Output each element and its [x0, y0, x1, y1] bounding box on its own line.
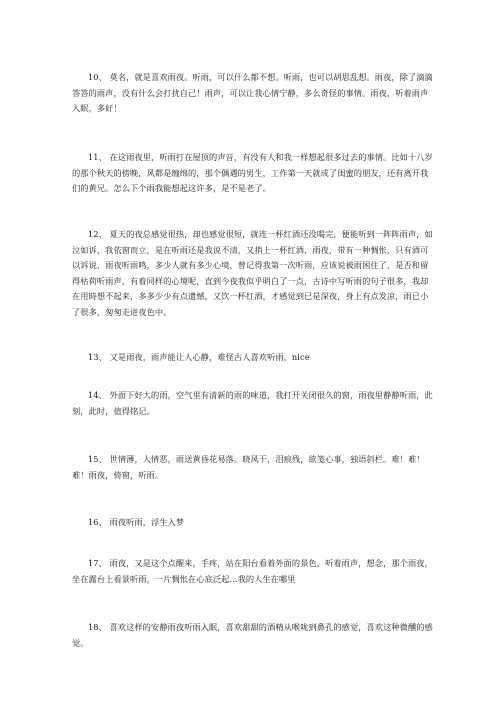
- paragraph-18: 18、 喜欢这样的安静雨夜听雨入眠，喜欢甜甜的酒精从喉咙到鼻孔的感觉，喜欢这种微醺的感觉。: [72, 622, 433, 648]
- paragraph-13: 13、 又是雨夜，雨声能让人心静，难怪古人喜欢听雨，nice: [88, 352, 310, 362]
- paragraph-16: 16、 雨夜听雨，浮生入梦: [88, 517, 185, 527]
- paragraph-17: 17、 雨夜，又是这个点醒来，手疼，站在阳台看着外面的景色，听着雨声，想念，那个雨夜，坐在露台上看景听雨，一片惆怅在心底泛起...我的人生在哪里: [72, 558, 433, 584]
- paragraph-14: 14、 外面下好大的雨，空气里有清新的雨的味道，我打开关闭很久的窗，雨夜里静静听雨，此刻，此时，值得铭记。: [72, 390, 433, 416]
- paragraph-11: 11、 在这雨夜里，听雨打在屋顶的声音，有没有人和我一样想起很多过去的事情。比如十八岁的那个秋天的傍晚，风都是缠绵的，那个偶遇的男生，工作第一天就成了闺蜜的朋友，还有离开我们的黄兄。怎么下个雨我能想起这许多，是不是老了。: [72, 152, 433, 193]
- paragraph-12: 12、 夏天的夜总感觉很热，却也感觉很短，就连一杯红酒还没喝完，便能听到一阵阵雨声，如泣如诉，我依窗而立，是在听雨还是我说不清，又捎上一杯红酒，雨夜，带有一种惆怅，只有酒可以诉说，雨夜听雨鸣，多少人就有多少心境，曾记得我第一次听雨，应该说被雨困住了，是否和留得枯荷听雨声，有着同样的心境呢，直到今夜我似乎明白了一点，古诗中写听雨的句子很多，我却在用時想不起来，多多少少有点遗憾，又饮一杯红酒，才感觉到已是深夜，身上有点发凉，雨已小了很多，匆匆走进夜色中。: [72, 229, 433, 317]
- paragraph-15: 15、 世情薄，人情恶，雨送黄昏花易落。晓风干，泪痕残，欲笺心事，独语斜栏。难！难！难！雨夜，倚窗，听雨。: [72, 454, 425, 480]
- paragraph-10: 10、 莫名，就是喜欢雨夜。听雨，可以什么都不想。听雨，也可以胡思乱想。雨夜，除了滴滴答答的雨声，没有什么会打扰自己！雨声，可以让我心情宁静，多么奇怪的事情。雨夜，听着雨声入眠，多好！: [72, 72, 433, 113]
